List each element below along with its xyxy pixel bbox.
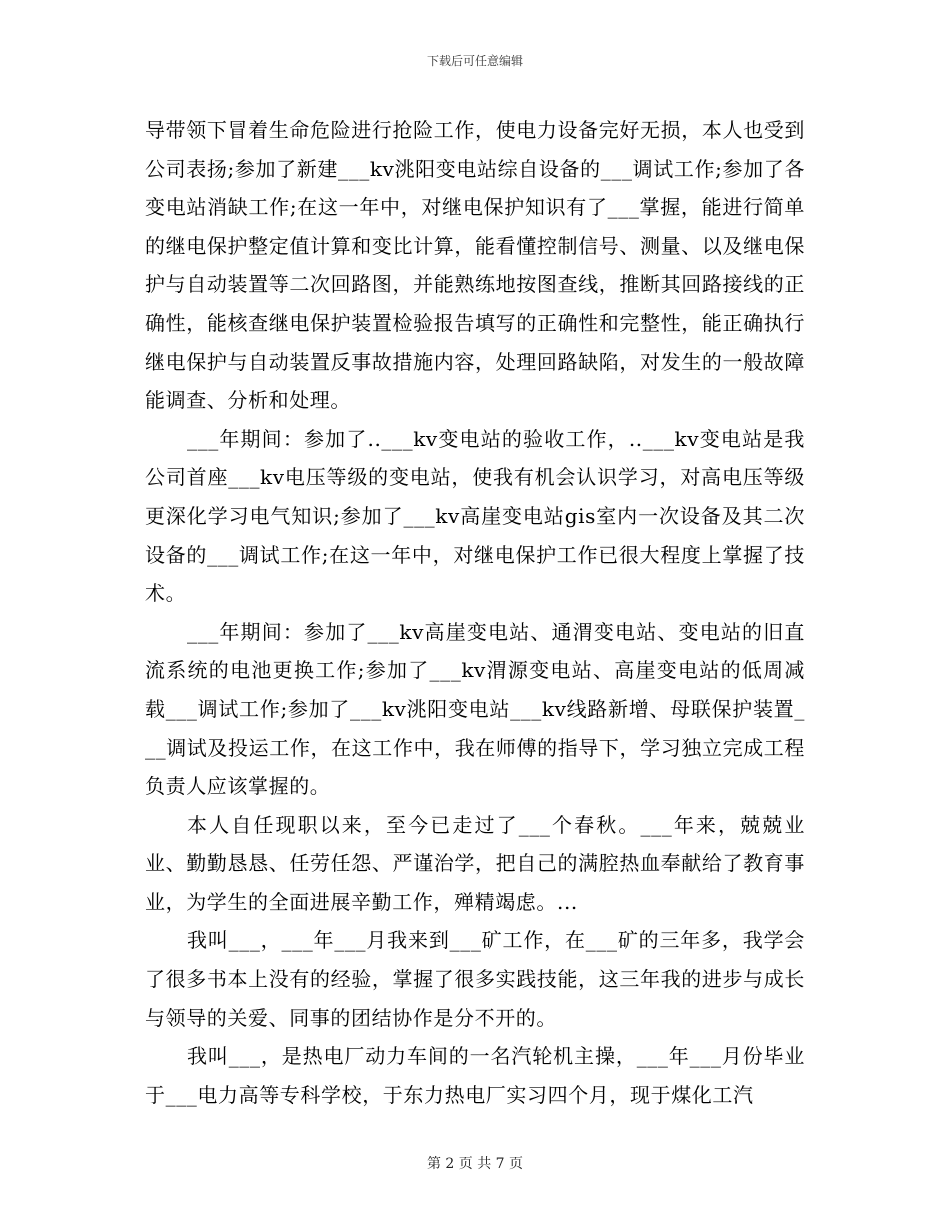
paragraph: 导带领下冒着生命危险进行抢险工作，使电力设备完好无损，本人也受到公司表扬;参加了新建___kv洮阳变电站综自设备的___调试工作;参加了各变电站消缺工作;在这一年中，对继电保护知识有了___掌握，能进行简单的继电保护整定值计算和变比计算，能看懂控制信号、测量、以及继电保护与自动装置等二次回路图，并能熟练地按图查线，推断其回路接线的正确性，能核查继电保护装置检验报告填写的正确性和完整性，能正确执行继电保护与自动装置反事故措施内容，处理回路缺陷，对发生的一般故障能调查、分析和处理。 — [145, 118, 805, 413]
paragraph: 本人自任现职以来，至今已走过了___个春秋。___年来，兢兢业业、勤勤恳恳、任劳任怨、严谨治学，把自己的满腔热血奉献给了教育事业，为学生的全面进展辛勤工作，殚精竭虑。... — [145, 812, 805, 914]
paragraph: ___年期间：参加了___kv高崖变电站、通渭变电站、变电站的旧直流系统的电池更换工作;参加了___kv渭源变电站、高崖变电站的低周减载___调试工作;参加了___kv洮阳变电站___kv线路新增、母联保护装置___调试及投运工作，在这工作中，我在师傅的指导下，学习独立完成工程负责人应该掌握的。 — [145, 619, 805, 799]
page-number: 第 2 页 共 7 页 — [426, 1156, 524, 1172]
paragraph: 我叫___，___年___月我来到___矿工作，在___矿的三年多，我学会了很多书本上没有的经验，掌握了很多实践技能，这三年我的进步与成长与领导的关爱、同事的团结协作是分不开的。 — [145, 928, 805, 1030]
paragraph: ___年期间：参加了..___kv变电站的验收工作，..___kv变电站是我公司首座___kv电压等级的变电站，使我有机会认识学习，对高电压等级更深化学习电气知识;参加了___kv高崖变电站gis室内一次设备及其二次设备的___调试工作;在这一年中，对继电保护工作已很大程度上掌握了技术。 — [145, 426, 805, 606]
document-body — [145, 111, 805, 1114]
page-header: 下载后可任意编辑 — [426, 54, 523, 68]
paragraph: 我叫___，是热电厂动力车间的一名汽轮机主操，___年___月份毕业于___电力高等专科学校，于东力热电厂实习四个月，现于煤化工汽 — [145, 1044, 805, 1107]
